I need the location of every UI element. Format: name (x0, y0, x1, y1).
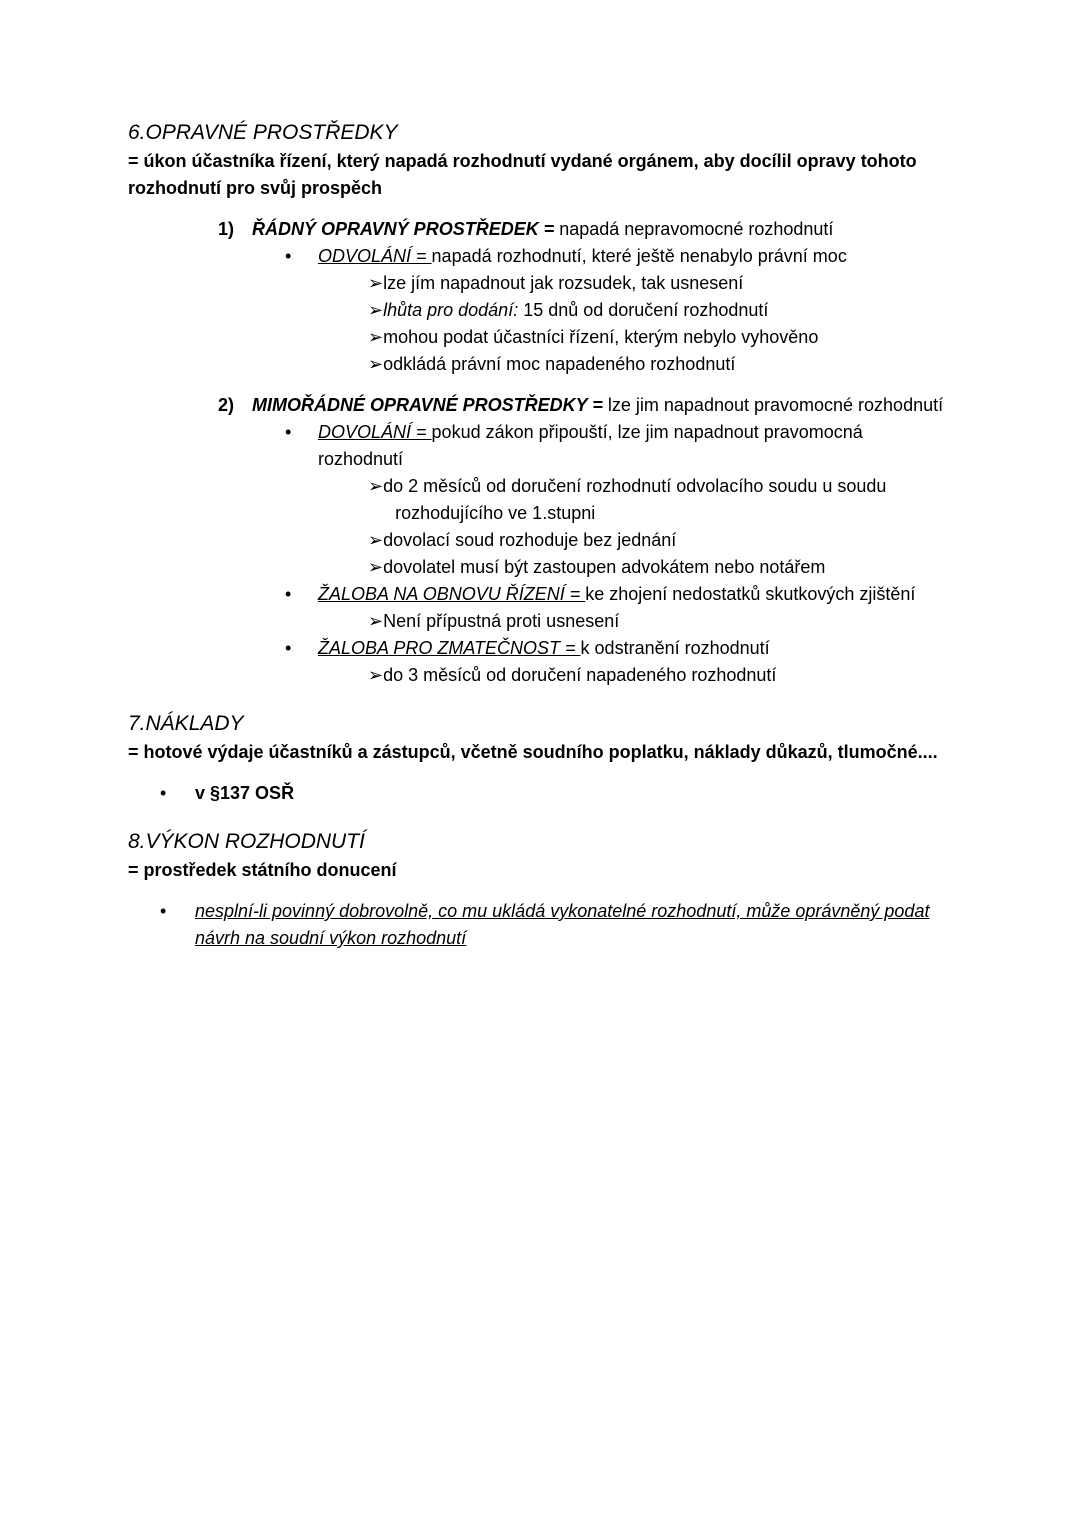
arrow-bullet-icon: ➢ (368, 557, 384, 577)
item-text (252, 216, 833, 243)
arrow-bullet-icon: ➢ (368, 327, 384, 347)
bullet-odvolani (285, 243, 970, 270)
arrow-bullet-icon: ➢ (368, 611, 384, 631)
bullet-icon: • (285, 422, 292, 442)
arrow-text-rest: 15 dnů od doručení rozhodnutí (518, 300, 769, 320)
section-6-intro: = úkon účastníka řízení, který napadá rozhodnutí vydané orgánem, aby docílil opravy tohoto rozhodnutí pro svůj prospěch (128, 151, 917, 198)
section-vykon-rozhodnuti (128, 827, 970, 952)
bullet-icon: • (285, 638, 292, 658)
arrow-text: lze jím napadnout jak rozsudek, tak usnesení (383, 273, 744, 293)
arrow-bullet-icon: ➢ (368, 354, 384, 374)
item-number: 1) (218, 219, 235, 239)
arrow-bullet-icon: ➢ (368, 476, 384, 496)
arrow-text: do 3 měsíců od doručení napadeného rozhodnutí (383, 665, 777, 685)
bullet-text: v §137 OSŘ (195, 783, 295, 803)
term-desc: pokud zákon připouští, lze jim napadnout pravomocná rozhodnutí (318, 422, 863, 469)
arrow-item (368, 270, 970, 297)
arrow-item (368, 662, 970, 689)
section-naklady (128, 709, 970, 807)
arrow-text: mohou podat účastníci řízení, kterým nebylo vyhověno (383, 327, 819, 347)
bullet-dovolani (285, 419, 970, 473)
section-7-intro: = hotové výdaje účastníků a zástupců, včetně soudního poplatku, náklady důkazů, tlumočné.... (128, 742, 938, 762)
arrow-text: dovolací soud rozhoduje bez jednání (383, 530, 677, 550)
item-number: 2) (218, 395, 235, 415)
arrow-item (368, 527, 970, 554)
bullet-paragraf-137 (160, 780, 970, 807)
section-7-heading: 7.NÁKLADY (128, 712, 244, 735)
item-title: MIMOŘÁDNÉ OPRAVNÉ PROSTŘEDKY = (252, 395, 603, 415)
arrow-item (368, 473, 970, 527)
section-8-heading: 8.VÝKON ROZHODNUTÍ (128, 830, 365, 853)
item-desc: napadá nepravomocné rozhodnutí (554, 219, 834, 239)
bullet-icon: • (160, 901, 167, 921)
bullet-icon: • (160, 783, 167, 803)
bullet-text: nesplní-li povinný dobrovolně, co mu ukládá vykonatelné rozhodnutí, může oprávněný podat návrh na soudní výkon rozhodnutí (195, 901, 930, 948)
bullet-text (318, 581, 915, 608)
term-desc: k odstranění rozhodnutí (580, 638, 770, 658)
term-desc: napadá rozhodnutí, které ještě nenabylo právní moc (431, 246, 847, 266)
section-6-heading: 6.OPRAVNÉ PROSTŘEDKY (128, 121, 398, 144)
arrow-text: do 2 měsíců od doručení rozhodnutí odvolacího soudu u soudu rozhodujícího ve 1.stupni (383, 476, 887, 523)
numbered-item-1 (218, 216, 970, 243)
bullet-icon: • (285, 246, 292, 266)
term-desc: ke zhojení nedostatků skutkových zjištění (585, 584, 916, 604)
term-label: ŽALOBA PRO ZMATEČNOST = (318, 638, 581, 658)
arrow-bullet-icon: ➢ (368, 530, 384, 550)
term-label: ŽALOBA NA OBNOVU ŘÍZENÍ = (318, 584, 586, 604)
section-opravne-prostredky (128, 118, 970, 689)
arrow-bullet-icon: ➢ (368, 300, 384, 320)
arrow-item (368, 324, 970, 351)
arrow-item (368, 554, 970, 581)
item-title: ŘÁDNÝ OPRAVNÝ PROSTŘEDEK = (252, 219, 555, 239)
item-desc: lze jim napadnout pravomocné rozhodnutí (602, 395, 944, 415)
arrow-text: Není přípustná proti usnesení (383, 611, 620, 631)
section-8-intro: = prostředek státního donucení (128, 860, 397, 880)
numbered-item-2 (218, 392, 970, 419)
arrow-item (368, 297, 970, 324)
arrow-text: odkládá právní moc napadeného rozhodnutí (383, 354, 736, 374)
bullet-zaloba-zmatecnost (285, 635, 970, 662)
arrow-text-label: lhůta pro dodání: (383, 300, 519, 320)
bullet-text (318, 243, 847, 270)
arrow-item (368, 351, 970, 378)
bullet-text (318, 635, 770, 662)
arrow-text: dovolatel musí být zastoupen advokátem nebo notářem (383, 557, 826, 577)
arrow-text (383, 297, 768, 324)
arrow-item (368, 608, 970, 635)
item-text (252, 392, 943, 419)
arrow-bullet-icon: ➢ (368, 273, 384, 293)
term-label: ODVOLÁNÍ = (318, 246, 432, 266)
bullet-icon: • (285, 584, 292, 604)
bullet-text (318, 419, 863, 473)
bullet-vykon-rozhodnuti (160, 898, 970, 952)
term-label: DOVOLÁNÍ = (318, 422, 432, 442)
bullet-zaloba-obnova (285, 581, 970, 608)
arrow-bullet-icon: ➢ (368, 665, 384, 685)
